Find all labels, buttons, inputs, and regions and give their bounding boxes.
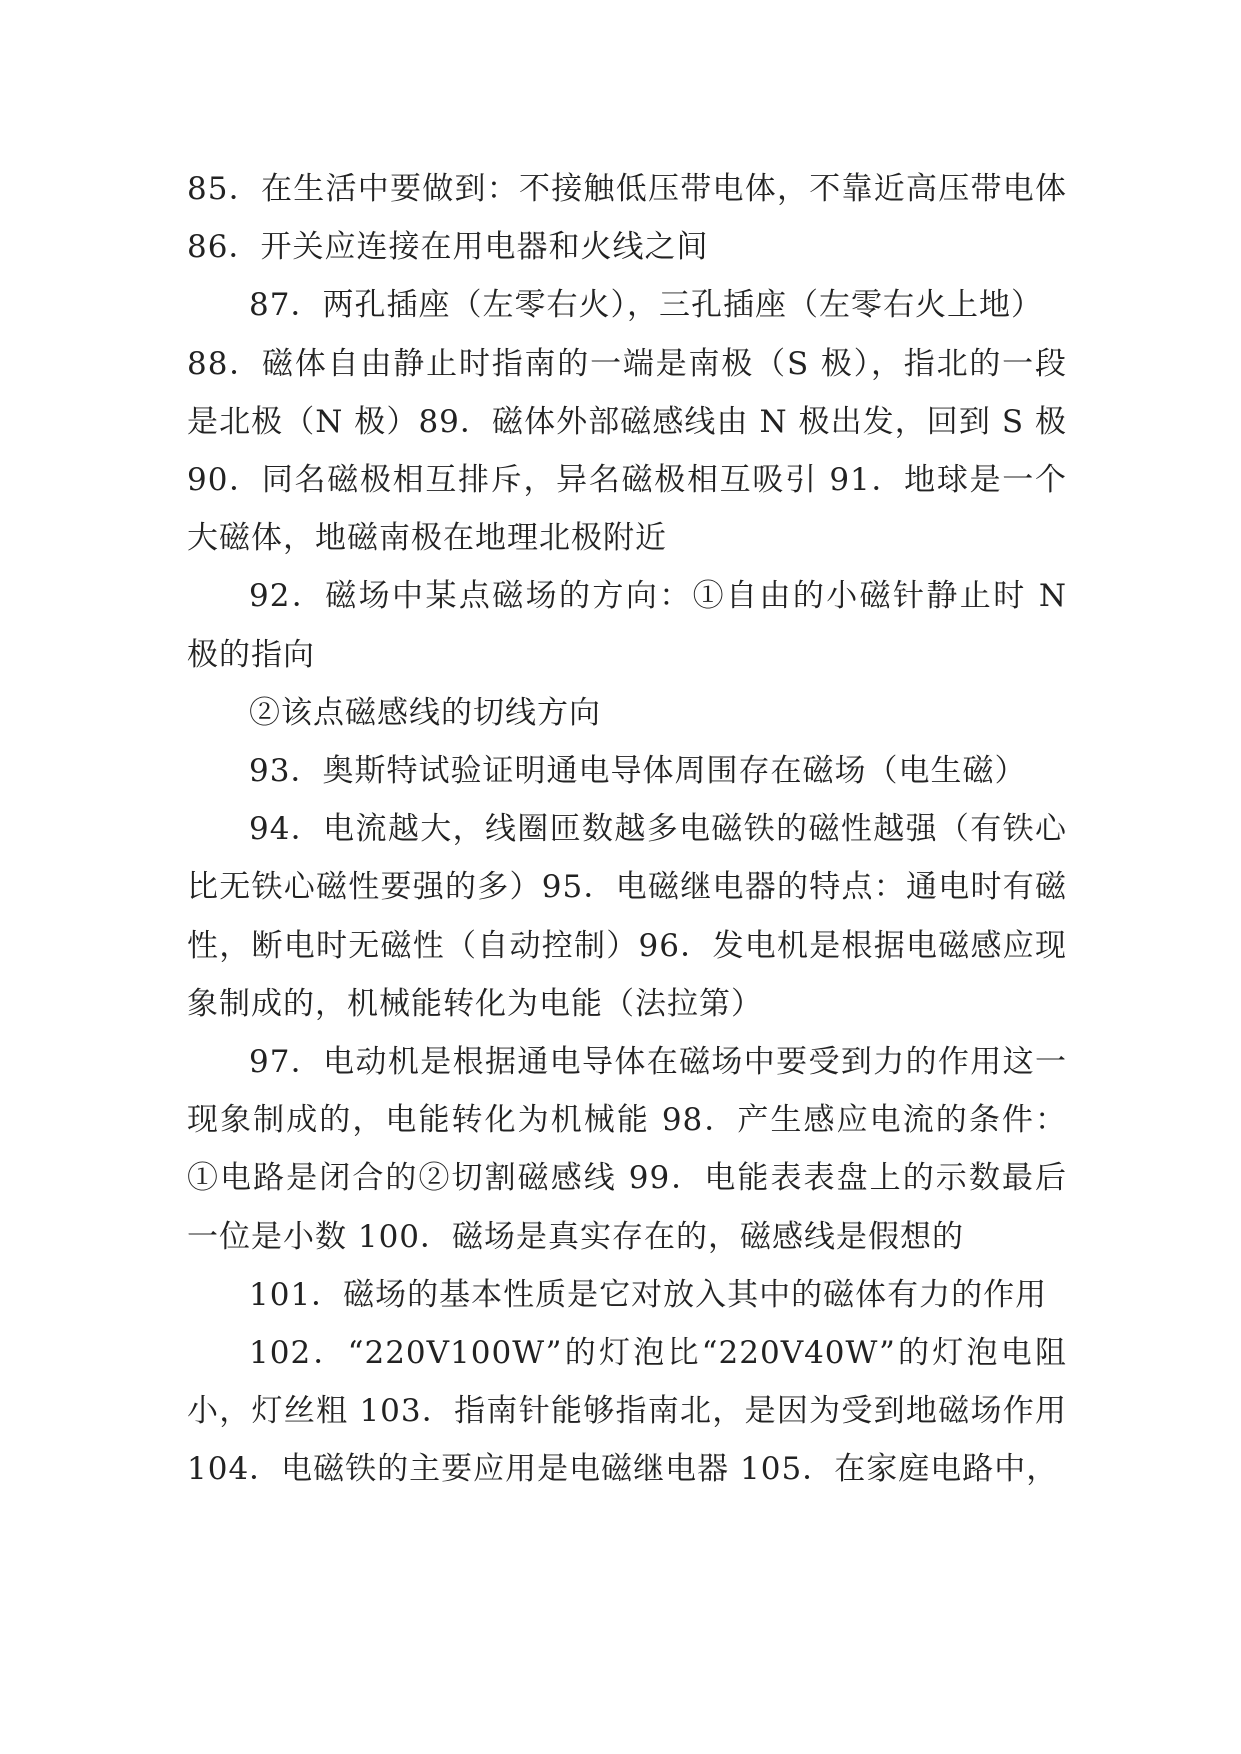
paragraph-85: 85．在生活中要做到：不接触低压带电体，不靠近高压带电体 86．开关应连接在用电器和火线之间 xyxy=(187,171,1067,266)
document-body xyxy=(187,160,1067,1499)
paragraph-87: 87．两孔插座（左零右火），三孔插座（左零右火上地） xyxy=(249,287,1043,324)
paragraph-94: 94．电流越大，线圈匝数越多电磁铁的磁性越强（有铁心比无铁心磁性要强的多）95．电磁继电器的特点：通电时有磁性，断电时无磁性（自动控制）96．发电机是根据电磁感应现象制成的，机械能转化为电能（法拉第） xyxy=(187,811,1067,1022)
paragraph-92-continued: ②该点磁感线的切线方向 xyxy=(249,694,601,731)
paragraph-88: 88．磁体自由静止时指南的一端是南极（S 极），指北的一段是北极（N 极）89．磁体外部磁感线由 N 极出发，回到 S 极 90．同名磁极相互排斥，异名磁极相互吸引 91．地球是一个大磁体，地磁南极在地理北极附近 xyxy=(187,345,1067,557)
paragraph-92: 92．磁场中某点磁场的方向：①自由的小磁针静止时 N 极的指向 xyxy=(187,578,1067,673)
paragraph-102: 102．“220V100W”的灯泡比“220V40W”的灯泡电阻小，灯丝粗 103．指南针能够指南北，是因为受到地磁场作用 104．电磁铁的主要应用是电磁继电器 105．在家庭电路中， xyxy=(187,1335,1067,1488)
paragraph-93: 93．奥斯特试验证明通电导体周围存在磁场（电生磁） xyxy=(249,753,1027,790)
paragraph-101: 101．磁场的基本性质是它对放入其中的磁体有力的作用 xyxy=(249,1276,1048,1313)
paragraph-97: 97．电动机是根据通电导体在磁场中要受到力的作用这一现象制成的，电能转化为机械能 98．产生感应电流的条件：①电路是闭合的②切割磁感线 99．电能表表盘上的示数最后一位是小数 100．磁场是真实存在的，磁感线是假想的 xyxy=(187,1044,1067,1255)
